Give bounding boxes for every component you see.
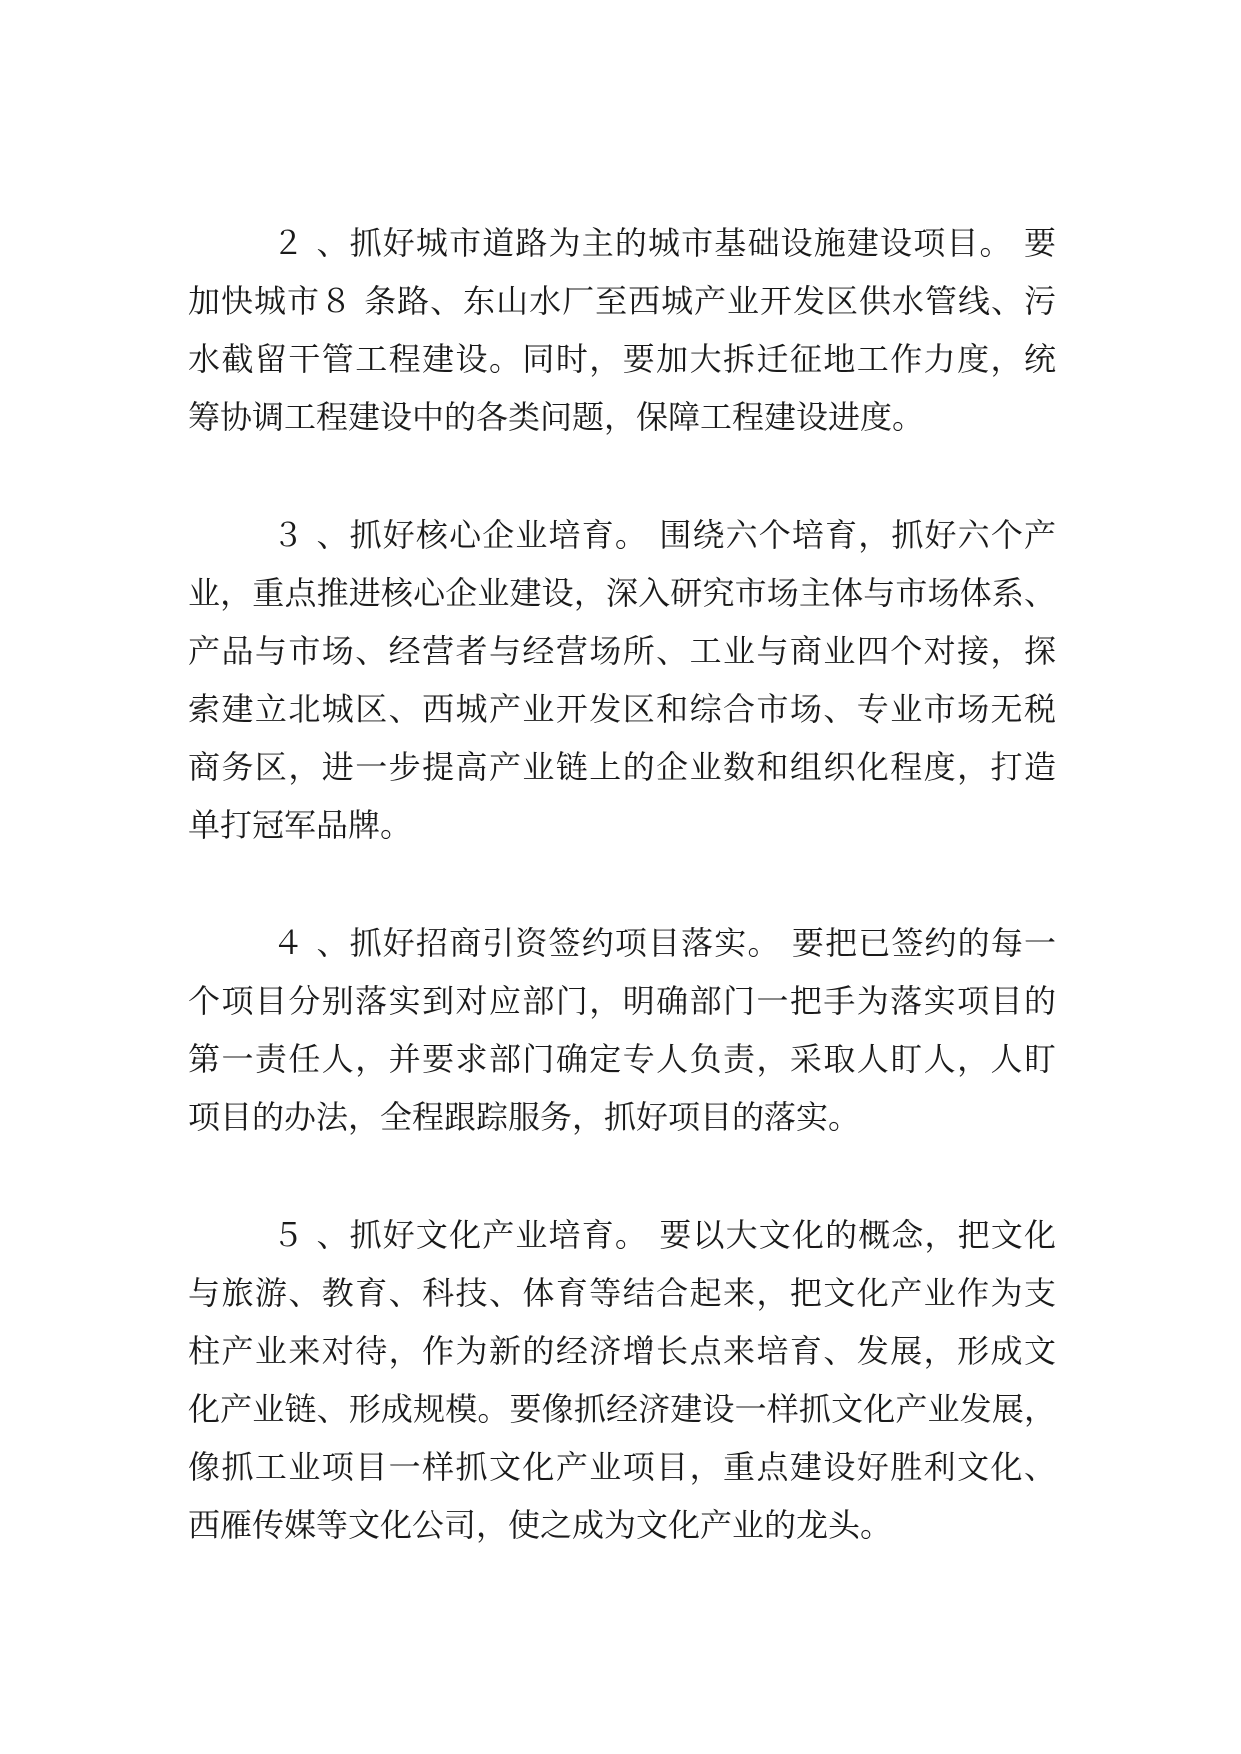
paragraph-line: 化产业链、形成规模。要像抓经济建设一样抓文化产业发展， — [188, 1390, 1056, 1428]
paragraph-line: 个项目分别落实到对应部门，明确部门一把手为落实项目的 — [188, 982, 1056, 1020]
paragraph-line: ２ 、抓好城市道路为主的城市基础设施建设项目。 要 — [272, 224, 1056, 262]
paragraph-item-2 — [188, 214, 1056, 446]
paragraph-line: ４ 、抓好招商引资签约项目落实。 要把已签约的每一 — [272, 924, 1056, 962]
paragraph-line: 西雁传媒等文化公司，使之成为文化产业的龙头。 — [188, 1506, 893, 1544]
paragraph-line: 像抓工业项目一样抓文化产业项目，重点建设好胜利文化、 — [188, 1448, 1056, 1486]
paragraph-line: 柱产业来对待，作为新的经济增长点来培育、发展，形成文 — [188, 1332, 1056, 1370]
paragraph-item-3 — [188, 506, 1056, 854]
paragraph-line: 第一责任人，并要求部门确定专人负责，采取人盯人，人盯 — [188, 1040, 1056, 1078]
paragraph-line: ３ 、抓好核心企业培育。 围绕六个培育，抓好六个产 — [272, 516, 1056, 554]
paragraph-line: 商务区，进一步提高产业链上的企业数和组织化程度，打造 — [188, 748, 1056, 786]
paragraph-line: 水截留干管工程建设。同时，要加大拆迁征地工作力度，统 — [188, 340, 1056, 378]
paragraph-line: 业，重点推进核心企业建设，深入研究市场主体与市场体系、 — [188, 574, 1056, 612]
paragraph-line: ５ 、抓好文化产业培育。 要以大文化的概念，把文化 — [272, 1216, 1056, 1254]
paragraph-line: 产品与市场、经营者与经营场所、工业与商业四个对接，探 — [188, 632, 1056, 670]
paragraph-line: 筹协调工程建设中的各类问题，保障工程建设进度。 — [188, 398, 925, 436]
paragraph-item-5 — [188, 1206, 1056, 1554]
paragraph-item-4 — [188, 914, 1056, 1146]
paragraph-line: 索建立北城区、西城产业开发区和综合市场、专业市场无税 — [188, 690, 1056, 728]
paragraph-line: 项目的办法，全程跟踪服务，抓好项目的落实。 — [188, 1098, 861, 1136]
paragraph-line: 与旅游、教育、科技、体育等结合起来，把文化产业作为支 — [188, 1274, 1056, 1312]
paragraph-line: 加快城市８ 条路、东山水厂至西城产业开发区供水管线、污 — [188, 282, 1056, 320]
paragraph-line: 单打冠军品牌。 — [188, 806, 413, 844]
